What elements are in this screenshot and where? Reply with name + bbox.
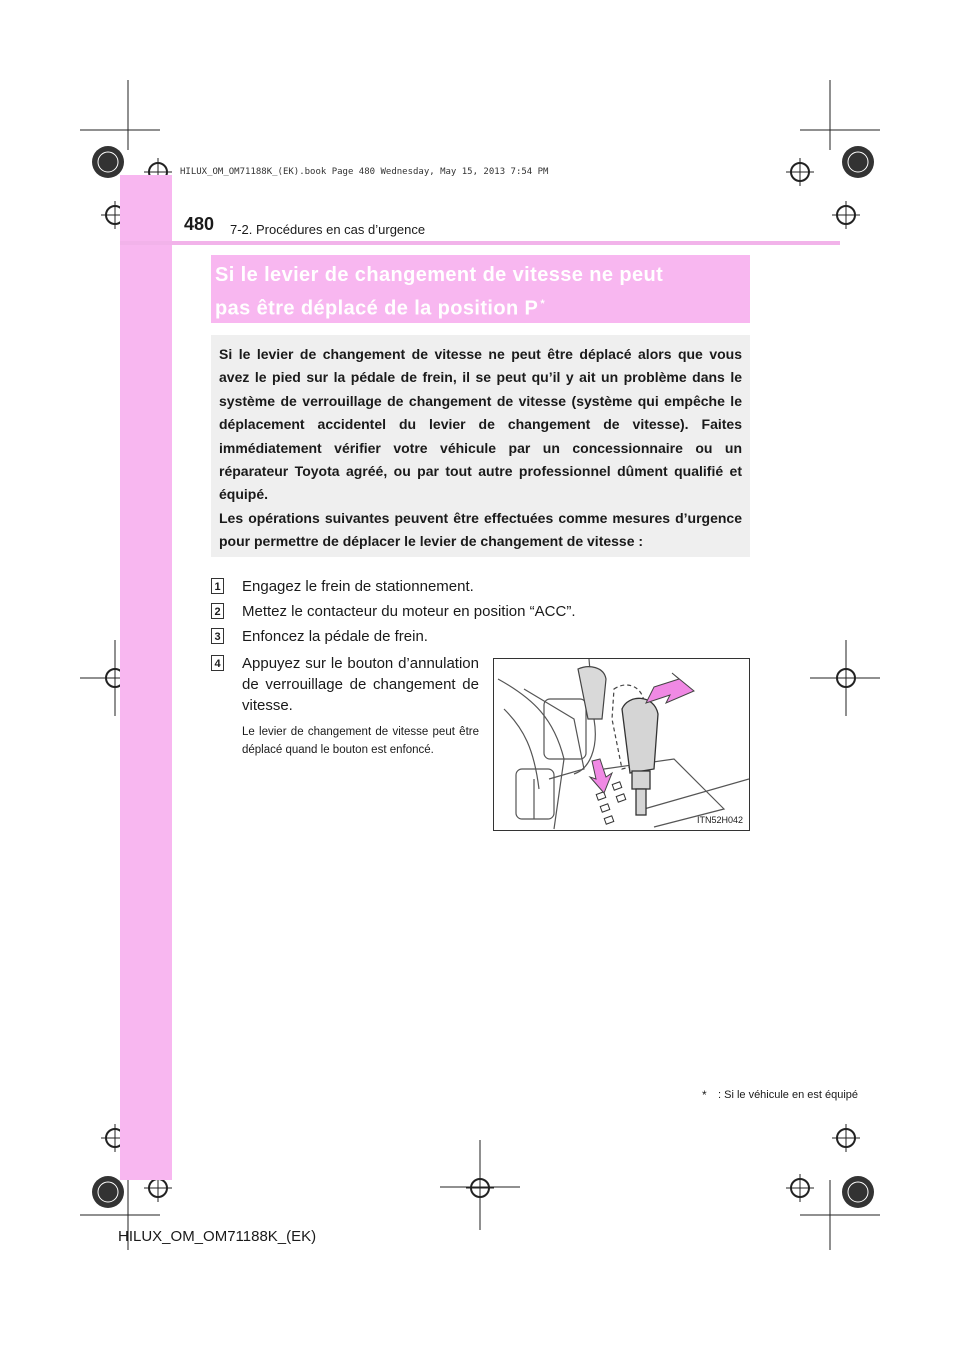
page-title: [215, 261, 746, 324]
shift-lever-illustration: [493, 658, 750, 831]
section-title: 7-2. Procédures en cas d’urgence: [230, 222, 426, 237]
asterisk-icon: *: [540, 298, 545, 310]
crosshair-mark-icon: [786, 1174, 814, 1202]
step-text: Enfoncez la pédale de frein.: [242, 628, 428, 645]
step-4-note: Le levier de changement de vitesse peut être déplacé quand le bouton est enfoncé.: [242, 726, 479, 756]
crosshair-mark-icon: [832, 664, 860, 692]
side-tab-band: [120, 175, 172, 1180]
header-rule: [120, 241, 840, 245]
footer-model-code: HILUX_OM_OM71188K_(EK): [118, 1228, 317, 1245]
intro-text: [219, 343, 742, 554]
figure-code: ITN52H042: [696, 815, 743, 825]
title-line-1: Si le levier de changement de vitesse ne peut: [215, 264, 664, 286]
crosshair-mark-icon: [786, 158, 814, 186]
step-number-badge: 3: [211, 628, 224, 644]
registration-mark-icon: [838, 1172, 878, 1212]
intro-paragraph-2: Les opérations suivantes peuvent être effectuées comme mesures d’urgence pour permettre de déplacer le levier de changement de vitesse :: [219, 509, 742, 550]
page-number: 480: [184, 214, 215, 234]
title-banner: [211, 255, 750, 323]
step-text: Engagez le frein de stationnement.: [242, 578, 474, 595]
intro-box: [211, 335, 750, 557]
crosshair-mark-icon: [832, 1124, 860, 1152]
footnote: : Si le véhicule en est équipé: [718, 1089, 859, 1101]
title-line-2: pas être déplacé de la position P: [215, 297, 539, 320]
step-number-badge: 1: [211, 578, 224, 594]
intro-paragraph-1: Si le levier de changement de vitesse ne peut être déplacé alors que vous avez le pied sur la pédale de frein, il se peut qu’il y ait un problème dans le système de verrouillage de changement de vitesse (système qui empêche le déplacement accidentel du levier de changement de vitesse). Faites immédiatement vérifier votre véhicule par un concessionnaire ou un réparateur Toyota agréé, ou par tout autre professionnel dûment qualifié et équipé.: [219, 346, 742, 503]
crosshair-mark-icon: [466, 1174, 494, 1202]
registration-mark-icon: [838, 142, 878, 182]
print-info: HILUX_OM_OM71188K_(EK).book Page 480 Wednesday, May 15, 2013 7:54 PM: [180, 167, 549, 177]
step-text: Mettez le contacteur du moteur en position “ACC”.: [242, 603, 576, 620]
step-number-badge: 2: [211, 603, 224, 619]
step-4-text: Appuyez sur le bouton d’annulation de verrouillage de changement de vitesse.: [242, 655, 479, 714]
asterisk-icon: *: [702, 1088, 707, 1102]
crosshair-mark-icon: [832, 201, 860, 229]
step-number-badge: 4: [211, 655, 224, 671]
shift-lever-drawing: [494, 659, 749, 830]
